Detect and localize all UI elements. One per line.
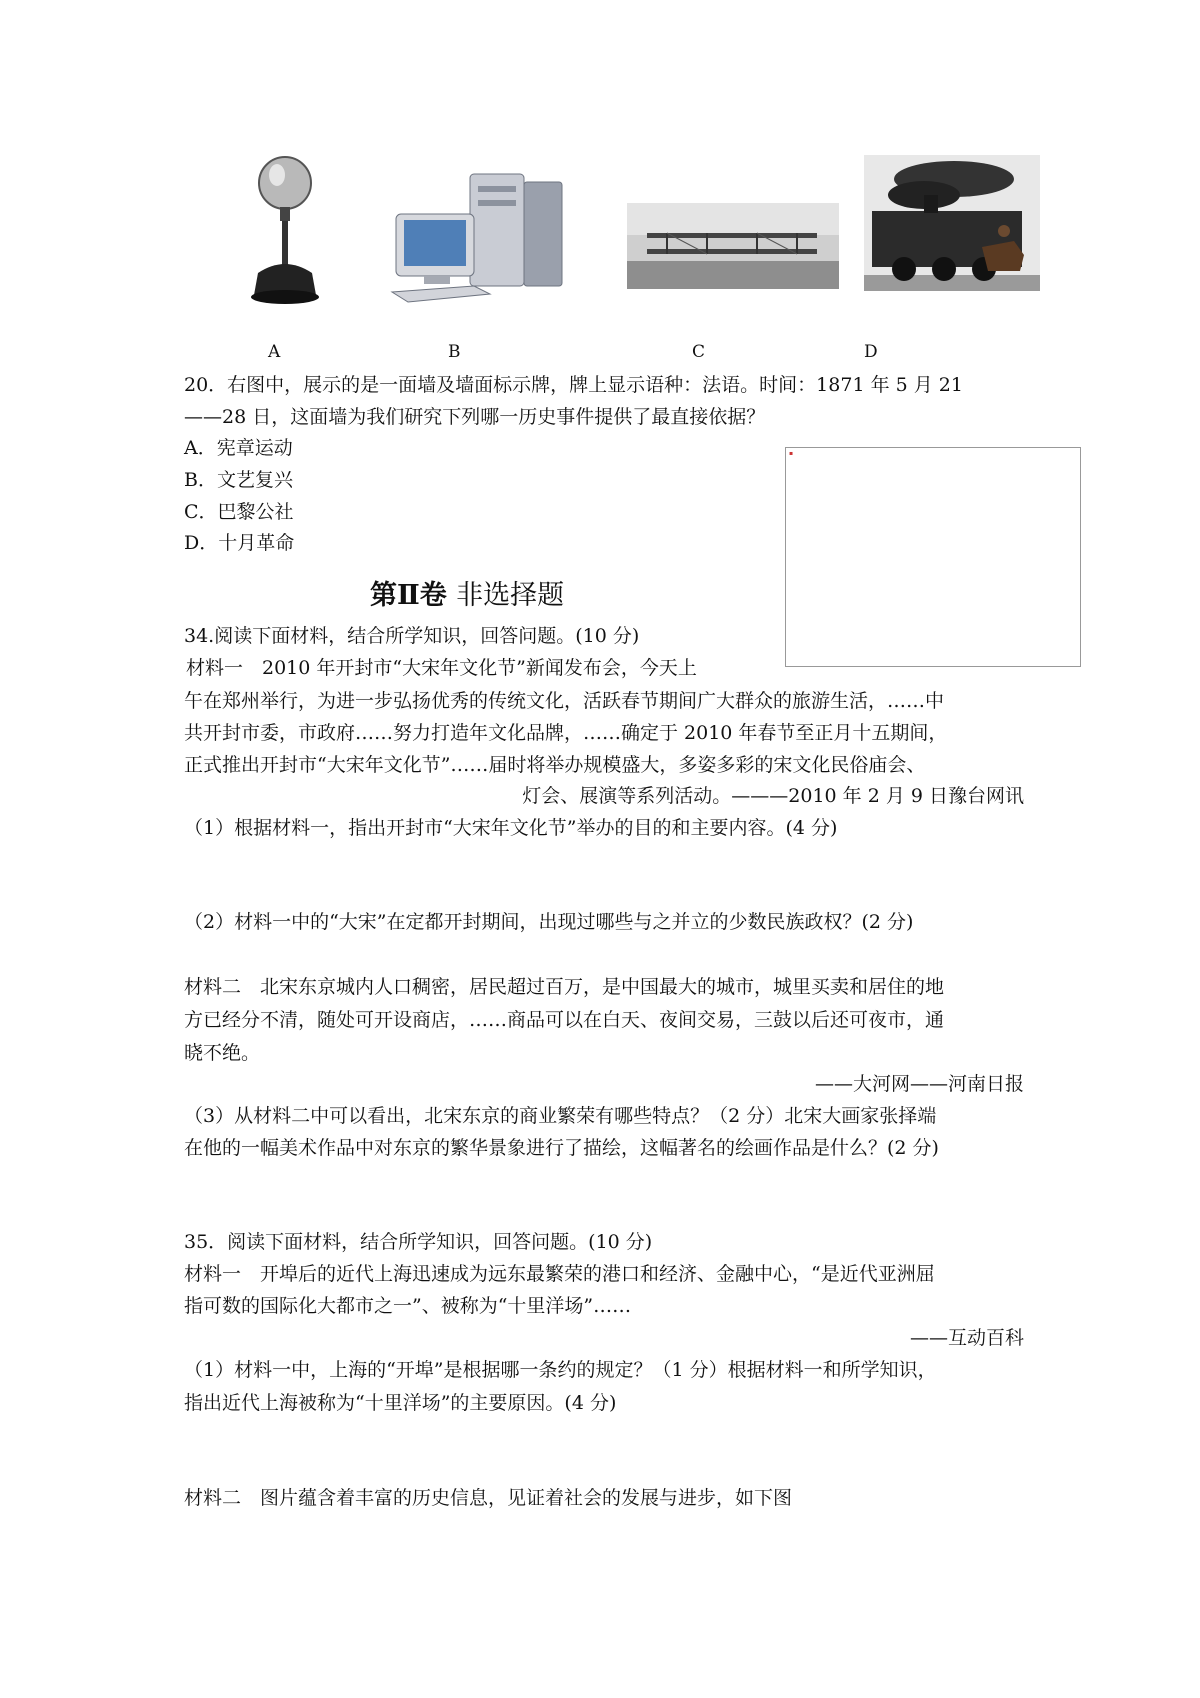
q35-material1-line: 材料一 开埠后的近代上海迅速成为远东最繁荣的港口和经济、金融中心，“是近代亚洲屈 [184, 1263, 935, 1285]
q34-material1-line: 材料一 2010 年开封市“大宋年文化节”新闻发布会，今天上 [186, 657, 697, 679]
q34-material2-line: 晓不绝。 [184, 1042, 261, 1064]
q34-material2-source: ——大河网——河南日报 [814, 1073, 1024, 1095]
q34-material2-line: 材料二 北宋东京城内人口稠密，居民超过百万，是中国最大的城市，城里买卖和居住的地 [184, 976, 945, 998]
section-title [370, 573, 564, 612]
q35-heading: 35．阅读下面材料，结合所学知识，回答问题。(10 分) [184, 1231, 653, 1253]
q34-material2-line: 方已经分不清，随处可开设商店，……商品可以在白天、夜间交易，三鼓以后还可夜市，通 [184, 1009, 945, 1031]
airplane-icon [627, 203, 839, 289]
q34-material1-line: 午在郑州举行，为进一步弘扬优秀的传统文化，活跃春节期间广大群众的旅游生活，……中 [184, 690, 945, 712]
q20-option-a: A．宪章运动 [184, 437, 293, 459]
section-title-rest: 非选择题 [456, 580, 565, 611]
q34-subquestion-1: （1）根据材料一，指出开封市“大宋年文化节”举办的目的和主要内容。(4 分) [184, 817, 838, 839]
q20-option-d: D．十月革命 [184, 532, 295, 554]
q34-material1-source: 灯会、展演等系列活动。———2010 年 2 月 9 日豫台网讯 [522, 785, 1024, 807]
section-title-bold: 第Ⅱ卷 [370, 580, 447, 611]
q34-material1-line: 正式推出开封市“大宋年文化节”……届时将举办规模盛大，多姿多彩的宋文化民俗庙会、 [184, 754, 926, 776]
figure-a-light-bulb [244, 155, 326, 310]
steam-locomotive-icon [864, 155, 1040, 291]
q34-subquestion-3: 在他的一幅美术作品中对东京的繁华景象进行了描绘，这幅著名的绘画作品是什么？(2 分) [184, 1137, 939, 1159]
figure-c-label: C [692, 342, 706, 362]
figure-a-label: A [268, 342, 281, 362]
q35-material1-line: 指可数的国际化大都市之一”、被称为“十里洋场”…… [184, 1295, 632, 1317]
figure-c-airplane [627, 203, 839, 289]
q34-subquestion-2: （2）材料一中的“大宋”在定都开封期间，出现过哪些与之并立的少数民族政权？(2 分) [184, 911, 914, 933]
q35-material1-source: ——互动百科 [909, 1327, 1024, 1349]
missing-image-placeholder [785, 447, 1081, 667]
q34-heading: 34.阅读下面材料，结合所学知识，回答问题。(10 分) [184, 625, 640, 647]
q35-subquestion-1: 指出近代上海被称为“十里洋场”的主要原因。(4 分) [184, 1392, 617, 1414]
broken-image-icon: ▪ [789, 450, 794, 457]
q20-line1: 20．右图中，展示的是一面墙及墙面标示牌，牌上显示语种：法语。时间：1871 年 5 月 21 [184, 374, 963, 396]
q35-material2-line: 材料二 图片蕴含着丰富的历史信息，见证着社会的发展与进步，如下图 [184, 1487, 793, 1509]
q35-subquestion-1: （1）材料一中，上海的“开埠”是根据哪一条约的规定？（1 分）根据材料一和所学知识， [184, 1359, 937, 1381]
q20-option-b: B．文艺复兴 [184, 469, 293, 491]
figure-d-locomotive [864, 155, 1040, 291]
computer-icon [390, 170, 568, 305]
figure-b-label: B [448, 342, 461, 362]
q20-line2: ——28 日，这面墙为我们研究下列哪一历史事件提供了最直接依据？ [184, 406, 766, 428]
light-bulb-icon [244, 155, 326, 310]
q34-material1-line: 共开封市委，市政府……努力打造年文化品牌，……确定于 2010 年春节至正月十五期间， [184, 722, 948, 744]
figure-d-label: D [864, 342, 878, 362]
q34-subquestion-3: （3）从材料二中可以看出，北宋东京的商业繁荣有哪些特点？（2 分）北宋大画家张择端 [184, 1105, 937, 1127]
figure-b-computer [390, 170, 568, 305]
q20-option-c: C．巴黎公社 [184, 501, 294, 523]
